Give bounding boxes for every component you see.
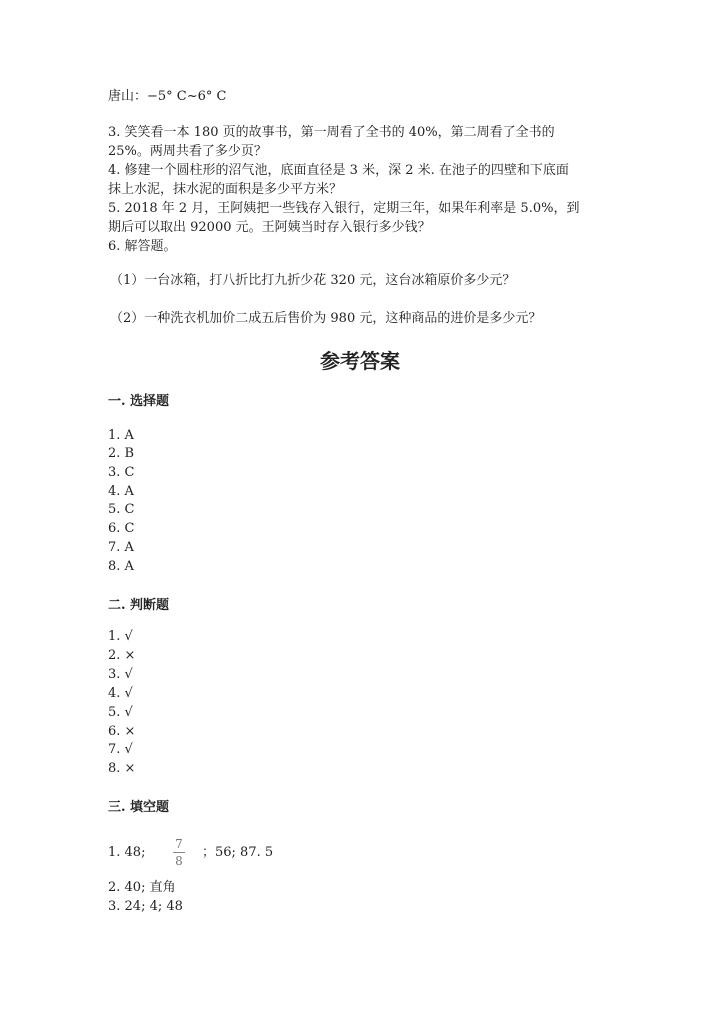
fill-answer-1-suffix: ；56; 87. 5 xyxy=(202,845,274,860)
choice-answer: 6. C xyxy=(108,521,135,536)
fraction-bar xyxy=(173,852,185,853)
choice-answer: 7. A xyxy=(108,540,134,555)
choice-answer: 3. C xyxy=(108,465,135,480)
choice-answer: 2. B xyxy=(108,446,135,461)
judge-answer: 2. × xyxy=(108,648,136,663)
judge-answer: 5. √ xyxy=(108,705,133,720)
judge-answer: 1. √ xyxy=(108,629,133,644)
choice-answer: 8. A xyxy=(108,559,134,574)
fill-answer-3: 3. 24; 4; 48 xyxy=(108,899,183,914)
judge-answer: 8. × xyxy=(108,761,136,776)
fill-answer-2: 2. 40; 直角 xyxy=(108,880,176,895)
question-6: 6. 解答题。 xyxy=(108,239,177,254)
fraction-numerator: 7 xyxy=(175,837,183,851)
tangshan-temperature: 唐山：−5° C~6° C xyxy=(108,89,227,104)
choice-answer: 5. C xyxy=(108,502,135,517)
fill-answer-1-prefix: 1. 48; xyxy=(108,845,146,860)
section-choice-heading: 一. 选择题 xyxy=(108,394,170,409)
question-5-line-1: 5. 2018 年 2 月，王阿姨把一些钱存入银行，定期三年，如果年利率是 5.0%，到 xyxy=(108,201,580,216)
judge-answer: 6. × xyxy=(108,724,136,739)
judge-answer: 4. √ xyxy=(108,686,133,701)
question-6-sub-1: （1）一台冰箱，打八折比打九折少花 320 元，这台冰箱原价多少元？ xyxy=(110,273,516,288)
question-5-line-2: 期后可以取出 92000 元。王阿姨当时存入银行多少钱？ xyxy=(108,220,431,235)
question-4-line-2: 抹上水泥，抹水泥的面积是多少平方米？ xyxy=(108,182,343,197)
choice-answer: 4. A xyxy=(108,484,134,499)
judge-answer: 7. √ xyxy=(108,742,133,757)
fraction xyxy=(170,837,188,868)
fraction-denominator: 8 xyxy=(175,854,183,868)
judge-answer: 3. √ xyxy=(108,667,133,682)
question-6-sub-2: （2）一种洗衣机加价二成五后售价为 980 元，这种商品的进价是多少元？ xyxy=(110,311,542,326)
choice-answer: 1. A xyxy=(108,428,134,443)
question-3-line-1: 3. 笑笑看一本 180 页的故事书，第一周看了全书的 40%，第二周看了全书的 xyxy=(108,125,555,140)
question-3-line-2: 25%。两周共看了多少页？ xyxy=(108,144,267,159)
answer-title: 参考答案 xyxy=(320,349,400,373)
section-fill-heading: 三. 填空题 xyxy=(108,800,170,815)
question-4-line-1: 4. 修建一个圆柱形的沼气池，底面直径是 3 米，深 2 米. 在池子的四壁和下底面 xyxy=(108,163,569,178)
section-judge-heading: 二. 判断题 xyxy=(108,598,170,613)
